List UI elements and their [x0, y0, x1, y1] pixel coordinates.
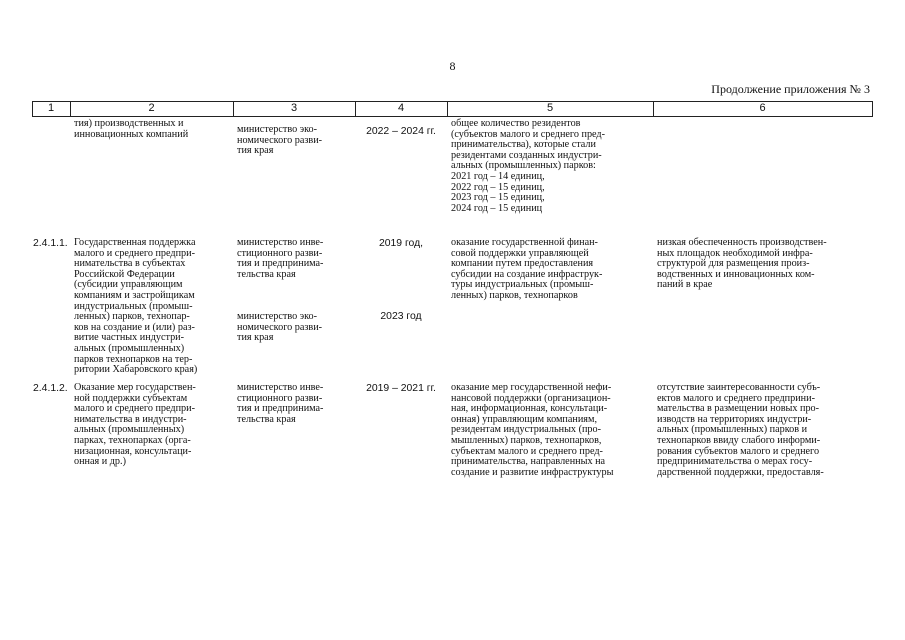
- row-risk-text: отсутствие заинтересованности субъ- ектов малого и среднего предприни- мательства в размещении новых про- изводств на территориях индустри- альных (промышленных) парков и технопарков ввиду слабого информи- рования субъектов малого и среднего предпринимательства о мерах госу- дарственной поддержки, предоставля-: [657, 382, 824, 478]
- row-period: 2019 год,: [378, 238, 424, 249]
- appendix-continuation-note: Продолжение приложения № 3: [711, 82, 870, 96]
- row-period: 2022 – 2024 гг.: [366, 126, 436, 137]
- row-executor-text: министерство инве- стиционного разви- тия и предпринима- тельства края: [237, 382, 324, 425]
- row-period: 2023 год: [380, 311, 422, 322]
- row-executor-text: министерство эко- номического разви- тия края: [237, 311, 323, 344]
- column-header-4: 4: [397, 102, 405, 114]
- table-header-bottom-border: [32, 116, 873, 117]
- row-executor-text: министерство инве- стиционного разви- тия и предпринима- тельства края: [237, 237, 324, 280]
- row-number: 2.4.1.1.: [33, 238, 68, 249]
- column-header-5: 5: [546, 102, 554, 114]
- row-executor-text: министерство эко- номического разви- тия края: [237, 124, 323, 157]
- row-result-text: оказание мер государственной нефи- нансовой поддержки (организацион- ная, информационная, консультаци- онная) управляющим компаниям, резидентам индустриальных (про- мышленных) парков, технопарков, субъектам малого и среднего пред- принимательства, направленных на создание и развитие инфраструктуры: [451, 382, 614, 478]
- page-number: 8: [449, 59, 456, 73]
- column-header-6: 6: [759, 102, 766, 114]
- row-risk-text: низкая обеспеченность производствен- ных площадок необходимой инфра- структурой для размещения произ- водственных и инновационных ком- паний в крае: [657, 237, 827, 291]
- column-header-1: 1: [47, 102, 55, 114]
- row-period: 2019 – 2021 гг.: [366, 383, 436, 394]
- row-number: 2.4.1.2.: [33, 383, 68, 394]
- row-activity-text: тия) производственных и инновационных компаний: [74, 118, 189, 140]
- row-result-text: общее количество резидентов (субъектов малого и среднего пред- принимательства), которые стали резидентами созданных индустри- альных (промышленных) парков: 2021 год – 14 единиц, 2022 год – 15 единиц, 2023 год – 15 единиц, 2024 год – 15 единиц: [451, 118, 606, 214]
- row-activity-text: Оказание мер государствен- ной поддержки субъектам малого и среднего предпри- нимательства в индустри- альных (промышленных) парках, технопарках (орга- низационная, консультаци- онная и др.): [74, 382, 196, 468]
- column-divider: [872, 101, 873, 116]
- row-activity-text: Государственная поддержка малого и среднего предпри- нимательства в субъектах Российской Федерации (субсидии управляющим компаниям и застройщикам индустриальных (промыш- ленных) парков, технопар- ков на создание и (или) раз- витие частных индустри- альных (промышленных) парков технопарков на тер- ритории Хабаровского края): [74, 237, 198, 376]
- column-header-3: 3: [290, 102, 298, 114]
- row-result-text: оказание государственной финан- совой поддержки управляющей компании путем предоставления субсидии на создание инфраструк- туры индустриальных (промыш- ленных) парков, технопарков: [451, 237, 603, 301]
- column-header-2: 2: [148, 102, 155, 114]
